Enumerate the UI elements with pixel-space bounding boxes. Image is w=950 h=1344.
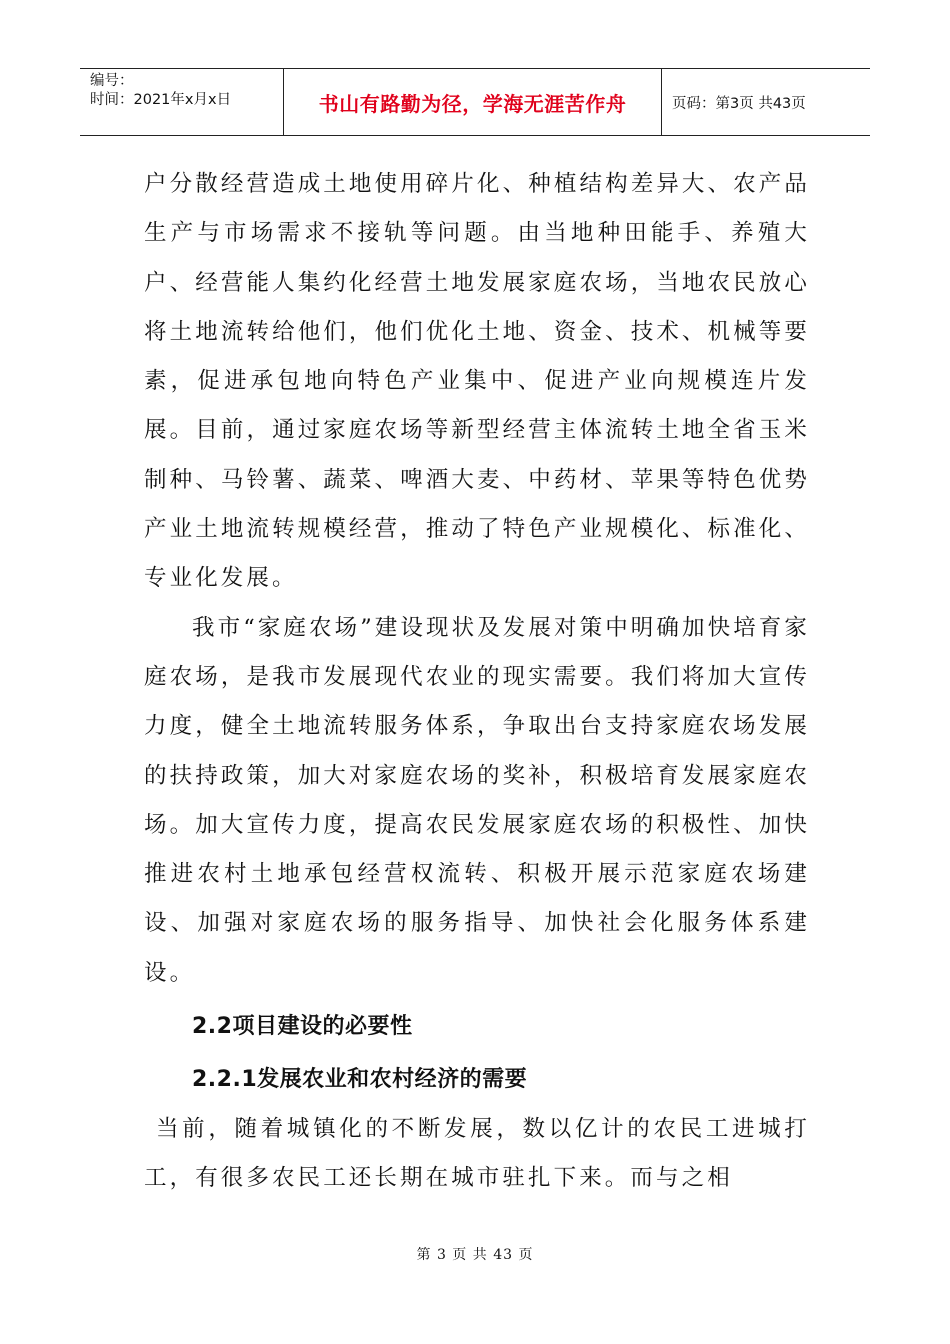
document-time-label: 时间：2021年x月x日 [90, 92, 232, 108]
header-meta-cell [80, 69, 284, 135]
page-header [80, 68, 870, 136]
header-page-info: 页码：第3页 共43页 [672, 95, 806, 112]
page-footer: 第 3 页 共 43 页 [416, 1247, 534, 1263]
section-heading: 2.2项目建设的必要性 [192, 1014, 413, 1040]
header-motto: 书山有路勤为径，学海无涯苦作舟 [284, 69, 662, 135]
body-paragraph: 我市“家庭农场”建设现状及发展对策中明确加快培育家庭农场，是我市发展现代农业的现实需要。我们将加大宣传力度，健全土地流转服务体系，争取出台支持家庭农场发展的扶持政策，加大对家庭农场的奖补，积极培育发展家庭农场。加大宣传力度，提高农民发展家庭农场的积极性、加快推进农村土地承包经营权流转、积极开展示范家庭农场建设、加强对家庭农场的服务指导、加快社会化服务体系建设。 [144, 614, 811, 986]
document-id-label: 编号： [90, 73, 134, 89]
body-paragraph: 当前，随着城镇化的不断发展，数以亿计的农民工进城打工，有很多农民工还长期在城市驻扎下来。而与之相 [144, 1115, 810, 1191]
body-paragraph: 户分散经营造成土地使用碎片化、种植结构差异大、农产品生产与市场需求不接轨等问题。由当地种田能手、养殖大户、经营能人集约化经营土地发展家庭农场，当地农民放心将土地流转给他们，他们优化土地、资金、技术、机械等要素，促进承包地向特色产业集中、促进产业向规模连片发展。目前，通过家庭农场等新型经营主体流转土地全省玉米制种、马铃薯、蔬菜、啤酒大麦、中药材、苹果等特色优势产业土地流转规模经营，推动了特色产业规模化、标准化、专业化发展。 [144, 171, 810, 592]
subsection-heading: 2.2.1发展农业和农村经济的需要 [192, 1067, 528, 1093]
document-body [144, 160, 810, 1203]
